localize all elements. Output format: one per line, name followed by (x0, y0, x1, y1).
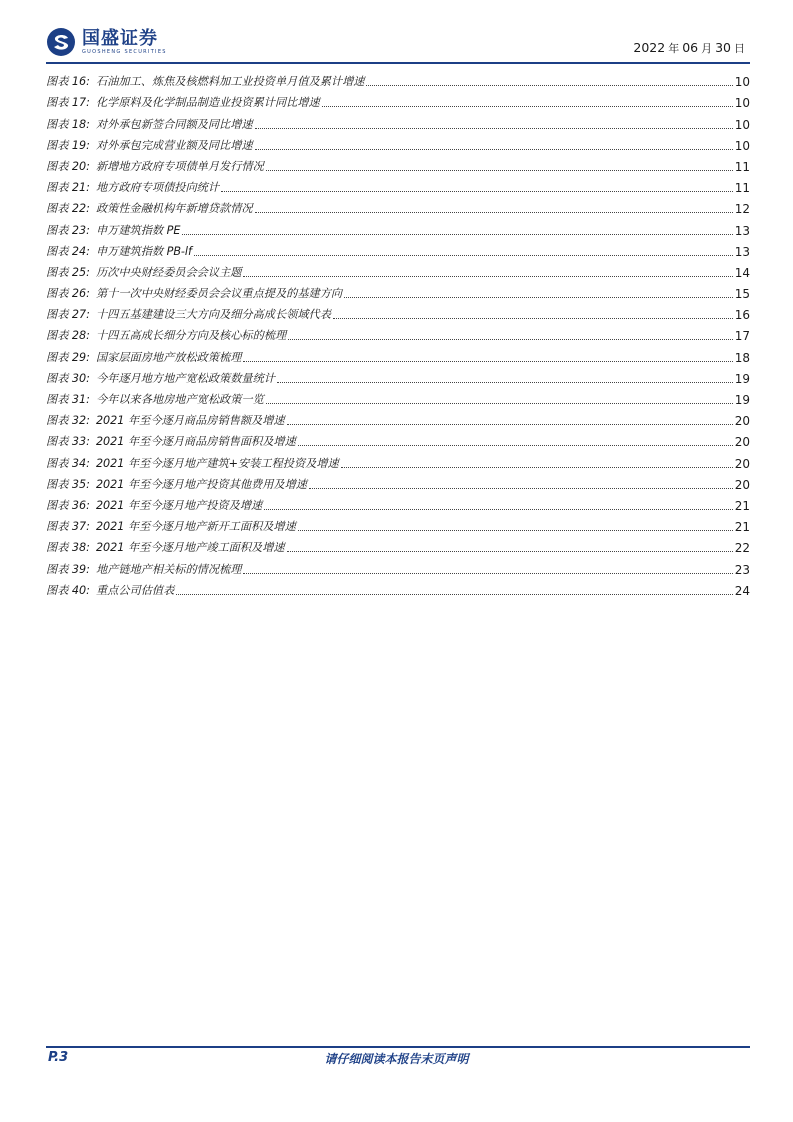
toc-entry-title: 地产链地产相关标的情况梳理 (95, 562, 242, 576)
toc-dot-leader (309, 488, 733, 489)
toc-entry-title: 申万建筑指数 PB-lf (95, 244, 192, 258)
toc-entry-number: 图表 32: (46, 414, 90, 428)
toc-entry-number: 图表 24: (46, 244, 90, 258)
toc-entry-page: 11 (734, 181, 750, 196)
toc-entry-number: 图表 16: (46, 75, 90, 89)
toc-dot-leader (366, 85, 732, 86)
date-year: 2022 (633, 40, 666, 55)
toc-entry-page: 19 (734, 371, 750, 386)
toc-entry-page: 16 (734, 308, 750, 323)
page-number: P.3 (48, 1050, 69, 1065)
toc-dot-leader (333, 318, 733, 319)
toc-entry-title: 今年逐月地方地产宽松政策数量统计 (95, 371, 275, 385)
header-divider (46, 62, 750, 64)
toc-dot-leader (194, 255, 733, 256)
toc-entry[interactable] (46, 153, 750, 174)
toc-dot-leader (298, 530, 733, 531)
toc-entry-page: 23 (734, 562, 750, 577)
toc-entry[interactable] (46, 534, 750, 555)
toc-entry-page: 13 (734, 244, 750, 259)
toc-entry-label (46, 287, 342, 301)
toc-entry-number: 图表 40: (46, 583, 90, 597)
toc-entry-page: 22 (734, 541, 750, 556)
toc-entry-page: 11 (734, 159, 750, 174)
toc-entry-title: 2021 年至今逐月地产投资其他费用及增速 (95, 477, 307, 491)
toc-entry-number: 图表 21: (46, 181, 90, 195)
toc-entry-label (46, 308, 331, 322)
toc-dot-leader (264, 509, 733, 510)
toc-entry-page: 10 (734, 75, 750, 90)
toc-entry-page: 18 (734, 350, 750, 365)
toc-dot-leader (266, 170, 733, 171)
guosheng-logo-icon (46, 27, 76, 57)
toc-entry-title: 2021 年至今逐月地产建筑+安装工程投资及增速 (95, 456, 339, 470)
toc-entry[interactable] (46, 216, 750, 237)
toc-entry-title: 十四五基建建设三大方向及细分高成长领域代表 (95, 308, 331, 322)
toc-entry-label (46, 435, 296, 449)
toc-entry-label (46, 329, 286, 343)
report-date (633, 40, 748, 56)
toc-entry[interactable] (46, 492, 750, 513)
date-month-unit: 月 (701, 42, 713, 55)
toc-entry[interactable] (46, 471, 750, 492)
toc-entry-title: 历次中央财经委员会会议主题 (95, 265, 242, 279)
toc-entry-label (46, 372, 275, 386)
toc-entry-title: 2021 年至今逐月地产新开工面积及增速 (95, 520, 296, 534)
toc-dot-leader (341, 467, 733, 468)
toc-dot-leader (266, 403, 733, 404)
toc-entry[interactable] (46, 428, 750, 449)
toc-entry-page: 17 (734, 329, 750, 344)
toc-entry-number: 图表 35: (46, 477, 90, 491)
date-day-unit: 日 (734, 42, 745, 55)
toc-entry-page: 19 (734, 393, 750, 407)
toc-dot-leader (255, 212, 733, 213)
toc-dot-leader (243, 573, 732, 574)
toc-entry[interactable] (46, 174, 750, 195)
toc-entry-number: 图表 33: (46, 435, 90, 449)
toc-entry-title: 今年以来各地房地产宽松政策一览 (95, 393, 264, 406)
toc-entry-label (46, 96, 320, 110)
toc-entry-label (46, 181, 219, 195)
toc-entry-page: 20 (734, 456, 750, 471)
toc-entry-page: 10 (734, 117, 750, 132)
toc-dot-leader (176, 594, 732, 595)
figure-index-list (46, 68, 750, 598)
toc-entry-title: 第十一次中央财经委员会会议重点提及的基建方向 (95, 287, 343, 301)
toc-entry-number: 图表 22: (46, 202, 90, 216)
toc-entry-label (46, 224, 180, 238)
brand-name-cn: 国盛证券 (82, 27, 158, 49)
toc-entry-title: 对外承包完成营业额及同比增速 (95, 138, 253, 152)
toc-entry-page: 21 (734, 498, 750, 513)
toc-entry-number: 图表 39: (46, 562, 90, 576)
toc-entry-label (46, 202, 253, 216)
toc-entry[interactable] (46, 195, 750, 216)
toc-entry-title: 申万建筑指数 PE (95, 223, 181, 237)
toc-entry-page: 12 (734, 202, 750, 217)
toc-entry-label (46, 499, 262, 513)
toc-entry[interactable] (46, 449, 750, 470)
toc-entry-label (46, 393, 264, 407)
toc-entry-label (46, 584, 174, 598)
toc-entry[interactable] (46, 110, 750, 131)
toc-entry-label (46, 266, 241, 280)
toc-dot-leader (255, 149, 733, 150)
toc-entry[interactable] (46, 365, 750, 386)
toc-entry-page: 21 (734, 520, 750, 535)
toc-dot-leader (277, 382, 733, 383)
toc-entry-title: 石油加工、炼焦及核燃料加工业投资单月值及累计增速 (95, 75, 365, 89)
toc-entry-title: 地方政府专项债投向统计 (95, 181, 220, 195)
toc-entry-label (46, 414, 285, 428)
toc-entry-number: 图表 28: (46, 329, 90, 343)
toc-dot-leader (182, 234, 732, 235)
footer-divider (46, 1046, 750, 1048)
toc-entry-number: 图表 29: (46, 350, 90, 364)
toc-dot-leader (255, 128, 733, 129)
toc-entry-label (46, 351, 241, 365)
toc-entry-label (46, 478, 307, 492)
toc-entry-label (46, 118, 253, 132)
toc-entry[interactable] (46, 343, 750, 364)
toc-entry-page: 13 (734, 223, 750, 238)
toc-entry[interactable] (46, 407, 750, 428)
toc-entry-number: 图表 30: (46, 371, 90, 385)
toc-entry-title: 2021 年至今逐月地产投资及增速 (95, 498, 263, 512)
toc-dot-leader (243, 361, 732, 362)
toc-entry-number: 图表 34: (46, 456, 90, 470)
toc-entry[interactable] (46, 132, 750, 153)
toc-entry-number: 图表 18: (46, 117, 90, 131)
toc-dot-leader (287, 551, 733, 552)
toc-entry[interactable] (46, 555, 750, 576)
toc-entry[interactable] (46, 322, 750, 343)
toc-entry-page: 10 (734, 96, 750, 111)
toc-entry-label (46, 541, 285, 555)
toc-entry-title: 重点公司估值表 (95, 583, 175, 597)
toc-entry-label (46, 245, 192, 259)
toc-entry-number: 图表 37: (46, 520, 90, 534)
date-day: 30 (715, 40, 731, 55)
date-month: 06 (682, 40, 699, 55)
toc-entry-title: 新增地方政府专项债单月发行情况 (95, 159, 264, 173)
toc-entry-title: 国家层面房地产放松政策梳理 (95, 350, 242, 364)
toc-entry-title: 对外承包新签合同额及同比增速 (95, 117, 253, 131)
toc-entry-label (46, 520, 296, 534)
brand-name-en: GUOSHENG SECURITIES (82, 48, 167, 55)
toc-dot-leader (243, 276, 732, 277)
toc-dot-leader (322, 106, 733, 107)
toc-entry-label (46, 139, 253, 153)
page-header (46, 20, 750, 66)
toc-entry-title: 政策性金融机构年新增贷款情况 (95, 202, 253, 216)
toc-entry[interactable] (46, 238, 750, 259)
toc-dot-leader (288, 339, 733, 340)
toc-entry[interactable] (46, 68, 750, 89)
toc-entry-page: 15 (734, 287, 750, 302)
guosheng-logo (46, 24, 167, 60)
toc-entry-page: 24 (734, 583, 750, 598)
toc-entry[interactable] (46, 301, 750, 322)
toc-entry[interactable] (46, 280, 750, 301)
toc-entry-label (46, 160, 264, 174)
toc-entry-number: 图表 27: (46, 308, 90, 322)
toc-entry-label (46, 75, 364, 89)
toc-entry-label (46, 563, 241, 577)
toc-dot-leader (298, 445, 733, 446)
toc-entry-number: 图表 36: (46, 498, 90, 512)
toc-entry-number: 图表 19: (46, 138, 90, 152)
toc-dot-leader (344, 297, 733, 298)
toc-entry-page: 20 (734, 435, 750, 450)
toc-entry-label (46, 457, 339, 471)
toc-entry-page: 10 (734, 138, 750, 153)
toc-entry-number: 图表 20: (46, 159, 90, 173)
toc-entry-number: 图表 17: (46, 96, 90, 110)
toc-entry-page: 20 (734, 414, 750, 429)
toc-entry-title: 化学原料及化学制品制造业投资累计同比增速 (95, 96, 320, 110)
toc-entry-number: 图表 31: (46, 393, 90, 406)
toc-entry[interactable] (46, 386, 750, 407)
date-year-unit: 年 (668, 42, 680, 55)
toc-entry[interactable] (46, 89, 750, 110)
toc-entry-page: 14 (734, 265, 750, 280)
toc-entry-title: 2021 年至今逐月商品房销售额及增速 (95, 414, 285, 428)
toc-entry-title: 2021 年至今逐月地产竣工面积及增速 (95, 541, 285, 555)
toc-entry[interactable] (46, 513, 750, 534)
toc-dot-leader (221, 191, 733, 192)
toc-entry-page: 20 (734, 477, 750, 492)
toc-entry-title: 十四五高成长细分方向及核心标的梳理 (95, 329, 287, 343)
toc-entry[interactable] (46, 577, 750, 598)
toc-entry[interactable] (46, 259, 750, 280)
toc-entry-number: 图表 26: (46, 287, 90, 301)
toc-dot-leader (287, 424, 733, 425)
footer-disclaimer: 请仔细阅读本报告末页声明 (324, 1052, 469, 1066)
toc-entry-title: 2021 年至今逐月商品房销售面积及增速 (95, 435, 296, 449)
toc-entry-number: 图表 23: (46, 223, 90, 237)
toc-entry-number: 图表 25: (46, 265, 90, 279)
toc-entry-number: 图表 38: (46, 541, 90, 555)
